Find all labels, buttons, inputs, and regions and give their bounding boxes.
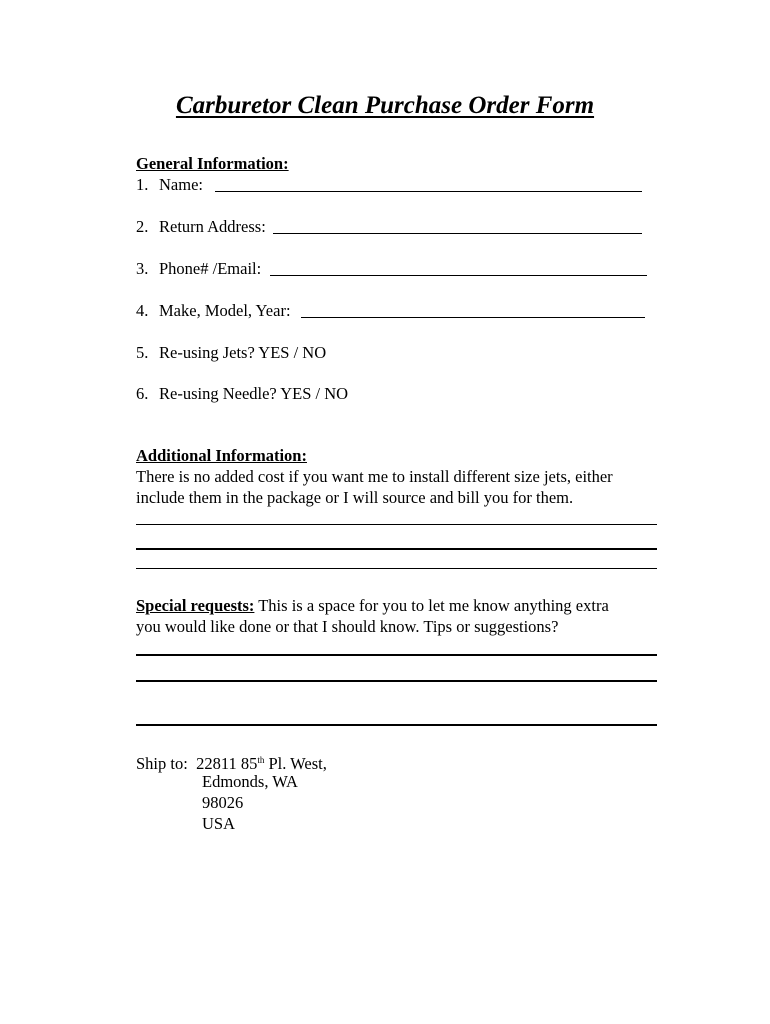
additional-text-line-1: There is no added cost if you want me to install different size jets, either: [136, 467, 613, 486]
reusing-needle-label: Re-using Needle? YES / NO: [159, 384, 349, 403]
item-number: 6.: [136, 384, 149, 403]
additional-information-heading: Additional Information:: [136, 446, 307, 465]
return-address-field[interactable]: [273, 233, 642, 234]
form-title: Carburetor Clean Purchase Order Form: [175, 92, 595, 119]
ship-city: Edmonds, WA: [202, 772, 298, 791]
phone-email-label: Phone# /Email:: [159, 259, 262, 278]
reusing-needle-row[interactable]: [136, 383, 348, 404]
ship-street-number: 22811 85: [196, 754, 258, 773]
phone-email-field[interactable]: [270, 275, 647, 276]
additional-answer-line[interactable]: [136, 568, 657, 569]
phone-email-row: [136, 258, 261, 279]
ship-zip: 98026: [202, 793, 244, 812]
additional-text-line-2: include them in the package or I will source and bill you for them.: [136, 488, 574, 507]
additional-answer-line[interactable]: [136, 524, 657, 525]
ship-to-label: Ship to:: [136, 754, 188, 773]
special-requests-answer-line[interactable]: [136, 654, 657, 656]
name-field-row: [136, 174, 203, 195]
name-field[interactable]: [215, 191, 642, 192]
make-model-year-row: [136, 300, 291, 321]
make-model-year-field[interactable]: [301, 317, 645, 318]
reusing-jets-row[interactable]: [136, 342, 326, 363]
special-requests-line-2: you would like done or that I should know. Tips or suggestions?: [136, 617, 559, 636]
ship-country: USA: [202, 814, 236, 833]
special-requests-heading: Special requests:: [136, 596, 255, 615]
special-requests-answer-line[interactable]: [136, 680, 657, 682]
special-requests-answer-line[interactable]: [136, 724, 657, 726]
return-address-row: [136, 216, 266, 237]
item-number: 4.: [136, 301, 149, 320]
name-label: Name:: [159, 175, 203, 194]
item-number: 3.: [136, 259, 149, 278]
item-number: 1.: [136, 175, 149, 194]
item-number: 5.: [136, 343, 149, 362]
special-requests-line-1: [136, 595, 609, 616]
item-number: 2.: [136, 217, 149, 236]
reusing-jets-label: Re-using Jets? YES / NO: [159, 343, 327, 362]
make-model-year-label: Make, Model, Year:: [159, 301, 291, 320]
additional-answer-line[interactable]: [136, 548, 657, 550]
ship-street: Pl. West,: [264, 754, 327, 773]
return-address-label: Return Address:: [159, 217, 266, 236]
special-requests-text: This is a space for you to let me know anything extra: [254, 596, 609, 615]
general-information-heading: General Information:: [136, 154, 289, 173]
ordinal-suffix: th: [257, 755, 265, 765]
